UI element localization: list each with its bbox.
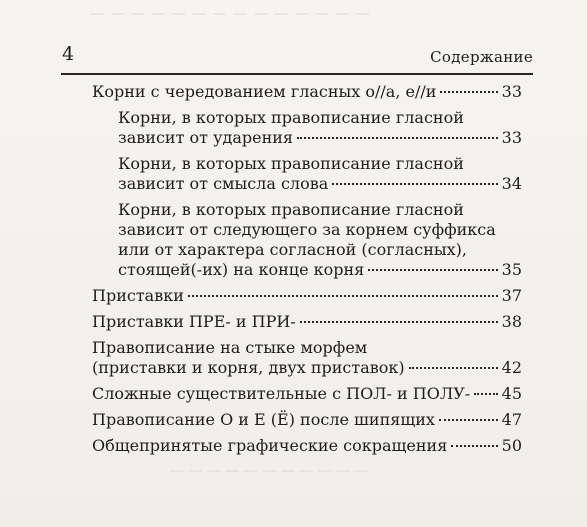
bleed-through-text: — — — — — — — — — — — [170, 463, 369, 479]
toc-entry[interactable] [92, 410, 522, 430]
toc-entry-title-line: Правописание на стыке морфем [92, 338, 368, 357]
dot-leader [297, 137, 498, 139]
toc-entry-page: 33 [501, 128, 522, 147]
toc-entry-page: 42 [501, 358, 522, 377]
toc-entry-title: Сложные существительные с ПОЛ- и ПОЛУ- [92, 384, 471, 403]
toc-entry-title-line: стоящей(-их) на конце корня [118, 260, 365, 279]
dot-leader [409, 367, 498, 369]
toc-entry-title-line: (приставки и корня, двух приставок) [92, 358, 405, 377]
toc-entry-title-line: зависит от ударения [118, 128, 294, 147]
toc-entry-page: 45 [501, 384, 522, 403]
dot-leader [474, 393, 497, 395]
toc-entry[interactable] [92, 436, 522, 456]
dot-leader [300, 321, 498, 323]
toc-entry-title: Общепринятые графические сокращения [92, 436, 448, 455]
toc-entry-page: 50 [501, 436, 522, 455]
toc-entry-title: Приставки ПРЕ- и ПРИ- [92, 312, 296, 331]
dot-leader [451, 445, 497, 447]
toc-entry-title-line: Корни, в которых правописание гласной [118, 154, 464, 173]
toc-entry-title-line: Корни, в которых правописание гласной [118, 108, 464, 127]
toc-entry-title-line: зависит от следующего за корнем суффикса [118, 220, 496, 239]
section-title: Содержание [430, 48, 533, 66]
toc-entry-title-line: или от характера согласной (согласных), [118, 240, 467, 259]
toc-entry-page: 38 [501, 312, 522, 331]
toc-entry-page: 37 [501, 286, 522, 305]
page-number: 4 [62, 43, 75, 65]
dot-leader [439, 419, 498, 421]
toc-subentry[interactable] [92, 200, 522, 280]
dot-leader [188, 295, 498, 297]
dot-leader [332, 183, 497, 185]
table-of-contents [92, 82, 522, 462]
toc-entry-title: Приставки [92, 286, 184, 305]
toc-subentry[interactable] [92, 154, 522, 194]
toc-entry-title: Корни с чередованием гласных о//а, е//и [92, 82, 437, 101]
toc-entry-page: 35 [501, 260, 522, 279]
toc-entry-title: Правописание О и Е (Ё) после шипящих [92, 410, 435, 429]
bleed-through-text: — — — — — — — — — — — — — — [90, 6, 371, 22]
toc-entry[interactable] [92, 82, 522, 102]
toc-entry-title-line: зависит от смысла слова [118, 174, 329, 193]
dot-leader [368, 269, 497, 271]
toc-entry-page: 33 [501, 82, 522, 101]
toc-entry[interactable] [92, 384, 522, 404]
toc-subentry[interactable] [92, 108, 522, 148]
toc-entry[interactable] [92, 286, 522, 306]
toc-entry[interactable] [92, 312, 522, 332]
header-rule [61, 73, 533, 75]
toc-entry-page: 34 [501, 174, 522, 193]
dot-leader [440, 91, 497, 93]
toc-entry-title-line: Корни, в которых правописание гласной [118, 200, 464, 219]
toc-entry-page: 47 [501, 410, 522, 429]
toc-entry[interactable] [92, 338, 522, 378]
